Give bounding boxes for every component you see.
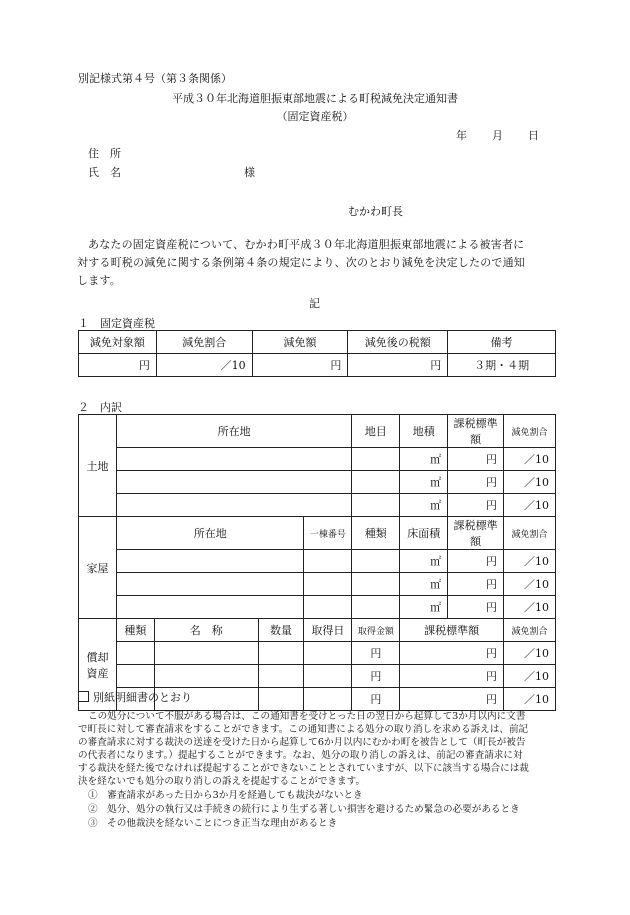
- notes-line-1: この処分について不服がある場合は、この通知書を受けとった日の翌日から起算して3か月以内に文書: [88, 711, 526, 722]
- intro-line-3: します。: [77, 274, 121, 287]
- house-ratio-cell: ／10: [504, 550, 556, 573]
- house-ratio-cell: ／10: [504, 596, 556, 619]
- notes-line-5: する裁決を経た後でなければ提起することができないこととされていますが、以下に該当する場合には裁: [78, 763, 529, 774]
- appendix-checkbox[interactable]: [78, 691, 89, 702]
- house-col-building-no: 一棟番号: [304, 517, 352, 550]
- dep-col-acquired-amount: 取得金額: [352, 619, 400, 642]
- house-col-ratio: 減免割合: [504, 517, 556, 550]
- house-location-cell: [116, 550, 304, 573]
- table-row: [79, 448, 556, 471]
- house-building-no-cell: [304, 550, 352, 573]
- intro-line-1: あなたの固定資産税について、むかわ町平成３０年北海道胆振東部地震による被害者に: [88, 238, 525, 251]
- dep-acq-amount-cell: 円: [352, 642, 400, 665]
- dep-date-cell: [304, 688, 352, 711]
- depreciable-label-line-1: 償却: [86, 650, 109, 664]
- land-col-area: 地積: [400, 415, 448, 448]
- tax-summary-table: [78, 330, 556, 377]
- house-ratio-cell: ／10: [504, 573, 556, 596]
- dep-date-cell: [304, 642, 352, 665]
- house-taxable-cell: 円: [448, 573, 504, 596]
- land-col-location: 所在地: [116, 415, 351, 448]
- document-subtitle: （固定資産税）: [276, 110, 354, 123]
- land-location-cell: [116, 494, 351, 517]
- col-tax-after: 減免後の税額: [348, 331, 448, 354]
- table-row: [79, 596, 556, 619]
- house-building-no-cell: [304, 573, 352, 596]
- house-col-taxable: 課税標準額: [448, 517, 504, 550]
- dep-col-ratio: 減免割合: [504, 619, 556, 642]
- land-location-cell: [116, 448, 351, 471]
- date-day: 日: [528, 129, 539, 142]
- house-label: 家屋: [79, 517, 117, 619]
- dep-taxable-cell: 円: [400, 688, 504, 711]
- land-location-cell: [116, 471, 351, 494]
- table-row: [79, 573, 556, 596]
- house-type-cell: [352, 573, 400, 596]
- dep-col-acquired-date: 取得日: [304, 619, 352, 642]
- cell-yen: 円: [79, 354, 157, 377]
- dep-col-type: 種類: [116, 619, 154, 642]
- dep-taxable-cell: 円: [400, 665, 504, 688]
- house-area-cell: ㎡: [400, 573, 448, 596]
- land-category-cell: [352, 471, 400, 494]
- house-header-row: [79, 517, 556, 550]
- house-taxable-cell: 円: [448, 596, 504, 619]
- land-col-taxable: 課税標準額: [448, 415, 504, 448]
- dep-col-taxable: 課税標準額: [400, 619, 504, 642]
- cell-remarks: ３期・４期: [448, 354, 556, 377]
- house-col-location: 所在地: [116, 517, 304, 550]
- table-row: [79, 642, 556, 665]
- notes-line-6: 決を経ないでも処分の取り消しの訴えを提起することができます。: [78, 776, 366, 787]
- depreciable-label-line-2: 資産: [86, 666, 109, 680]
- dep-ratio-cell: ／10: [504, 665, 556, 688]
- house-taxable-cell: 円: [448, 550, 504, 573]
- appendix-label: 別紙明細書のとおり: [93, 691, 192, 704]
- land-col-category: 地目: [352, 415, 400, 448]
- dep-col-name: 名 称: [154, 619, 258, 642]
- dep-name-cell: [154, 642, 258, 665]
- land-area-cell: ㎡: [400, 494, 448, 517]
- dep-acq-amount-cell: 円: [352, 665, 400, 688]
- dep-ratio-cell: ／10: [504, 642, 556, 665]
- ki-marker: 記: [309, 297, 320, 310]
- dep-col-quantity: 数量: [258, 619, 304, 642]
- col-remarks: 備考: [448, 331, 556, 354]
- house-location-cell: [116, 596, 304, 619]
- notes-item-3: ③ その他裁決を経ないことにつき正当な理由があるとき: [88, 818, 338, 829]
- date-month: 月: [492, 129, 503, 142]
- col-exempt-amount: 減免額: [252, 331, 348, 354]
- land-area-cell: ㎡: [400, 471, 448, 494]
- section-1-heading: １ 固定資産税: [78, 317, 155, 330]
- dep-ratio-cell: ／10: [504, 688, 556, 711]
- house-building-no-cell: [304, 596, 352, 619]
- notes-line-3: の審査請求に対する裁決の送達を受けた日から起算して6か月以内にむかわ町を被告として（町長が被告: [78, 737, 526, 748]
- section-2-heading: ２ 内訳: [78, 401, 122, 414]
- dep-type-cell: [116, 642, 154, 665]
- document-title: 平成３０年北海道胆振東部地震による町税減免決定通知書: [172, 92, 458, 105]
- form-number: 別記様式第４号（第３条関係）: [78, 72, 232, 85]
- table-row: [79, 665, 556, 688]
- notes-line-2: で町長に対して審査請求をすることができます。この通知書による処分の取り消しを求める訴えは、前記: [78, 724, 529, 735]
- table-row: [79, 550, 556, 573]
- house-type-cell: [352, 550, 400, 573]
- land-ratio-cell: ／10: [504, 494, 556, 517]
- land-ratio-cell: ／10: [504, 471, 556, 494]
- honorific: 様: [244, 166, 255, 179]
- table-row: [79, 354, 556, 377]
- issuer: むかわ町長: [348, 205, 403, 218]
- table-row: [79, 471, 556, 494]
- land-area-cell: ㎡: [400, 448, 448, 471]
- depreciable-header-row: [79, 619, 556, 642]
- house-col-floor-area: 床面積: [400, 517, 448, 550]
- col-exempt-target: 減免対象額: [79, 331, 157, 354]
- house-area-cell: ㎡: [400, 596, 448, 619]
- land-category-cell: [352, 494, 400, 517]
- cell-yen: 円: [252, 354, 348, 377]
- notes-line-4: の代表者になります。）提起することができます。なお、処分の取り消しの訴えは、前記の審査請求に対: [78, 750, 523, 761]
- land-header-row: [79, 415, 556, 448]
- name-label: 氏 名: [88, 166, 121, 179]
- dep-quantity-cell: [258, 665, 304, 688]
- table-header-row: [79, 331, 556, 354]
- house-location-cell: [116, 573, 304, 596]
- dep-name-cell: [154, 665, 258, 688]
- notes-item-1: ① 審査請求があった日から3か月を経過しても裁決がないとき: [88, 790, 363, 801]
- table-row: [79, 494, 556, 517]
- house-area-cell: ㎡: [400, 550, 448, 573]
- land-ratio-cell: ／10: [504, 448, 556, 471]
- cell-ratio: ／10: [156, 354, 252, 377]
- land-taxable-cell: 円: [448, 494, 504, 517]
- land-category-cell: [352, 448, 400, 471]
- breakdown-table: [78, 414, 556, 711]
- intro-line-2: 対する町税の減免に関する条例第４条の規定により、次のとおり減免を決定したので通知: [77, 256, 525, 269]
- dep-acq-amount-cell: 円: [352, 688, 400, 711]
- dep-quantity-cell: [258, 642, 304, 665]
- dep-type-cell: [116, 665, 154, 688]
- land-taxable-cell: 円: [448, 471, 504, 494]
- dep-taxable-cell: 円: [400, 642, 504, 665]
- house-col-type: 種類: [352, 517, 400, 550]
- dep-date-cell: [304, 665, 352, 688]
- cell-yen: 円: [348, 354, 448, 377]
- address-label: 住 所: [88, 147, 121, 160]
- appendix-row: [78, 689, 192, 705]
- col-exempt-ratio: 減免割合: [156, 331, 252, 354]
- date-year: 年: [456, 129, 467, 142]
- land-col-ratio: 減免割合: [504, 415, 556, 448]
- land-taxable-cell: 円: [448, 448, 504, 471]
- notes-item-2: ② 処分、処分の執行又は手続きの続行により生ずる著しい損害を避けるため緊急の必要があるとき: [88, 804, 520, 815]
- dep-quantity-cell: [258, 688, 304, 711]
- house-type-cell: [352, 596, 400, 619]
- land-label: 土地: [79, 415, 117, 517]
